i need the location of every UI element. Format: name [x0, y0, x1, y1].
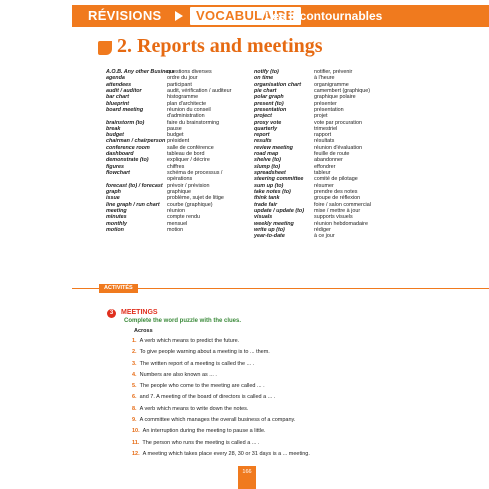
glossary-term: organisation chart — [254, 81, 302, 88]
clue-item — [132, 338, 310, 349]
glossary-term: bar chart — [106, 94, 130, 101]
glossary-term: demonstrate (to) — [106, 157, 149, 164]
clue-item — [132, 428, 310, 439]
glossary-translation: opérations — [167, 176, 193, 183]
glossary-term: project — [254, 113, 272, 120]
glossary-term: motion — [106, 226, 124, 233]
clue-text: A verb which means to write down the notes. — [139, 405, 249, 412]
glossary-term: think tank — [254, 195, 280, 202]
glossary-translation: questions diverses — [167, 69, 212, 75]
clue-text: and 7. A meeting of the board of directors is called a ... . — [139, 394, 276, 401]
glossary-term: pie chart — [254, 87, 277, 94]
clue-number: 11. — [132, 439, 140, 446]
glossary-translation: salle de conférence — [167, 144, 214, 151]
clue-item — [132, 361, 310, 372]
glossary-term: blueprint — [106, 100, 130, 107]
vocabulary-tab: VOCABULAIRE — [190, 7, 301, 25]
page-number: 166 — [238, 466, 256, 479]
glossary-translation: prendre des notes — [314, 188, 358, 195]
glossary-term: meeting — [106, 207, 127, 214]
clue-item — [132, 406, 310, 417]
glossary-term: audit / auditor — [106, 87, 142, 94]
title-bullet-icon — [98, 41, 112, 55]
clue-item — [132, 349, 310, 360]
glossary-translation: effondrer — [314, 163, 336, 170]
glossary-translation: vote par procuration — [314, 119, 362, 126]
glossary-translation: trimestriel — [314, 125, 338, 132]
glossary-term: review meeting — [254, 144, 293, 151]
activities-divider — [72, 284, 489, 293]
clue-number: 2. — [132, 349, 137, 356]
glossary-term: slump (to) — [254, 163, 281, 170]
clue-number: 4. — [132, 371, 137, 378]
glossary-term: conference room — [106, 144, 150, 151]
clue-text: A verb which means to predict the future. — [139, 338, 240, 344]
glossary-translation: réunion — [167, 207, 185, 214]
play-arrow-icon — [175, 11, 183, 21]
clue-number: 8. — [132, 405, 137, 412]
glossary-translation: expliquer / décrire — [167, 157, 210, 164]
glossary-translation: mensuel — [167, 220, 188, 227]
glossary-translation: compte rendu — [167, 214, 200, 221]
header-subtitle: Les incontournables — [265, 9, 383, 23]
clue-number: 6. — [132, 394, 137, 401]
glossary-translation: groupe de réflexion — [314, 195, 361, 202]
clue-item — [132, 440, 310, 451]
glossary-term: break — [106, 125, 121, 132]
glossary-translation: participant — [167, 81, 192, 88]
clue-text: An interruption during the meeting to pause a little. — [142, 428, 266, 435]
glossary-translation: résumer — [314, 182, 334, 189]
page-number-tab — [238, 478, 256, 489]
glossary-term: figures — [106, 163, 124, 170]
glossary-left-column — [106, 69, 231, 233]
glossary-term: A.O.B. Any other Business — [106, 69, 175, 75]
glossary-translation: pause — [167, 125, 182, 132]
glossary-translation: à ce jour — [314, 233, 335, 240]
glossary-translation: graphique polaire — [314, 94, 356, 101]
glossary-translation: tableur — [314, 170, 331, 176]
exercise-number-badge: 3 — [107, 309, 116, 318]
glossary-term: quarterly — [254, 125, 278, 132]
glossary-translation: prévoir / prévision — [167, 182, 210, 189]
glossary-translation: courbe (graphique) — [167, 201, 213, 208]
glossary-term: flowchart — [106, 170, 130, 176]
glossary-translation: organigramme — [314, 81, 349, 88]
glossary-term: spreadsheet — [254, 170, 286, 176]
exercise-title: MEETINGS — [121, 309, 158, 316]
clue-number: 12. — [132, 450, 140, 457]
glossary-term: notify (to) — [254, 69, 279, 75]
clue-item — [132, 417, 310, 428]
section-header — [72, 5, 489, 27]
glossary-term: road map — [254, 151, 279, 158]
clue-item — [132, 451, 310, 462]
glossary-term: chairman / chairperson — [106, 138, 166, 145]
glossary-translation: résultats — [314, 138, 335, 145]
glossary-term: shelve (to) — [254, 157, 281, 164]
glossary-entry — [254, 233, 371, 239]
glossary-term: results — [254, 138, 272, 145]
glossary-translation: présentation — [314, 106, 344, 113]
glossary-translation: réunion hebdomadaire — [314, 220, 368, 227]
clue-number: 9. — [132, 417, 137, 424]
glossary-translation: tableau de bord — [167, 151, 205, 158]
glossary-term: weekly meeting — [254, 220, 294, 227]
clue-text: The person who runs the meeting is called a ... . — [142, 439, 260, 446]
glossary-term: on time — [254, 75, 274, 82]
page-title: 2. Reports and meetings — [117, 35, 323, 57]
glossary-term: dashboard — [106, 151, 134, 158]
glossary-right-column — [254, 69, 371, 239]
glossary-translation: d'administration — [167, 113, 205, 120]
glossary-term: take notes (to) — [254, 188, 291, 195]
clue-text: The people who come to the meeting are called ... . — [139, 383, 265, 390]
glossary-translation: ordre du jour — [167, 75, 198, 82]
glossary-term: write up (to) — [254, 226, 285, 233]
glossary-translation: plan d'architecte — [167, 100, 207, 107]
glossary-term: attendees — [106, 81, 132, 88]
glossary-term: monthly — [106, 220, 127, 227]
glossary-term: update / update (to) — [254, 207, 305, 214]
glossary-term: report — [254, 132, 270, 139]
glossary-translation: réunion d'évaluation — [314, 144, 363, 151]
glossary-translation: président — [167, 138, 190, 145]
glossary-term: polar graph — [254, 94, 284, 101]
glossary-translation: présenter — [314, 100, 337, 107]
glossary-term: brainstorm (to) — [106, 119, 145, 126]
glossary-entry — [106, 227, 231, 233]
glossary-term: present (to) — [254, 100, 284, 107]
activities-label: ACTIVITÉS — [99, 284, 138, 293]
glossary-translation: feuille de route — [314, 151, 350, 158]
glossary-translation: notifier, prévenir — [314, 69, 353, 75]
clue-item — [132, 394, 310, 405]
glossary-term: issue — [106, 195, 120, 202]
glossary-translation: motion — [167, 226, 184, 233]
glossary-translation: faire du brainstorming — [167, 119, 220, 126]
glossary-translation: supports visuels — [314, 214, 353, 221]
clue-text: A meeting which takes place every 28, 30 or 31 days is a ... meeting. — [142, 450, 310, 457]
glossary-translation: chiffres — [167, 163, 185, 170]
glossary-term: forecast (to) / forecast — [106, 182, 163, 189]
glossary-translation: schéma de processus / — [167, 170, 223, 176]
clue-number: 3. — [132, 360, 137, 367]
glossary-translation: comité de pilotage — [314, 176, 358, 183]
across-heading: Across — [134, 328, 153, 334]
glossary-translation: rapport — [314, 132, 332, 139]
glossary-translation: budget — [167, 132, 184, 139]
glossary-translation: foire / salon commercial — [314, 201, 371, 208]
glossary-term: year-to-date — [254, 233, 285, 240]
exercise-instruction: Complete the word puzzle with the clues. — [124, 318, 242, 324]
clue-list — [132, 338, 310, 462]
glossary-term: presentation — [254, 106, 287, 113]
glossary-term: trade fair — [254, 201, 278, 208]
glossary-translation: audit, vérification / auditeur — [167, 87, 232, 94]
clue-item — [132, 372, 310, 383]
glossary-term: graph — [106, 188, 121, 195]
glossary-term: visuals — [254, 214, 273, 221]
glossary-translation: à l'heure — [314, 75, 335, 82]
clue-item — [132, 383, 310, 394]
glossary-translation: histogramme — [167, 94, 199, 101]
glossary-term: line graph / run chart — [106, 201, 160, 208]
glossary-translation: rédiger — [314, 226, 331, 233]
clue-text: The written report of a meeting is called the ... . — [139, 360, 255, 367]
glossary-term: budget — [106, 132, 124, 139]
glossary-translation: projet — [314, 113, 328, 120]
glossary-translation: problème, sujet de litige — [167, 195, 224, 202]
clue-number: 5. — [132, 383, 137, 390]
glossary-term: board meeting — [106, 106, 144, 113]
clue-text: To give people warning about a meeting is to ... them. — [139, 349, 270, 356]
clue-text: Numbers are also known as ... . — [139, 371, 217, 378]
glossary-term: proxy vote — [254, 119, 282, 126]
glossary-term: agenda — [106, 75, 125, 82]
glossary-translation: mise / mettre à jour — [314, 207, 361, 214]
clue-number: 1. — [132, 338, 137, 344]
glossary-translation: réunion du conseil — [167, 106, 211, 113]
glossary-term: minutes — [106, 214, 127, 221]
section-label: RÉVISIONS — [88, 8, 162, 23]
clue-text: A committee which manages the overall business of a company. — [139, 417, 296, 424]
clue-number: 10. — [132, 428, 140, 435]
glossary-translation: abandonner — [314, 157, 343, 164]
glossary-term: sum up (to) — [254, 182, 284, 189]
glossary-term: steering committee — [254, 176, 304, 183]
glossary-translation: graphique — [167, 188, 191, 195]
glossary-translation: camembert (graphique) — [314, 87, 371, 94]
